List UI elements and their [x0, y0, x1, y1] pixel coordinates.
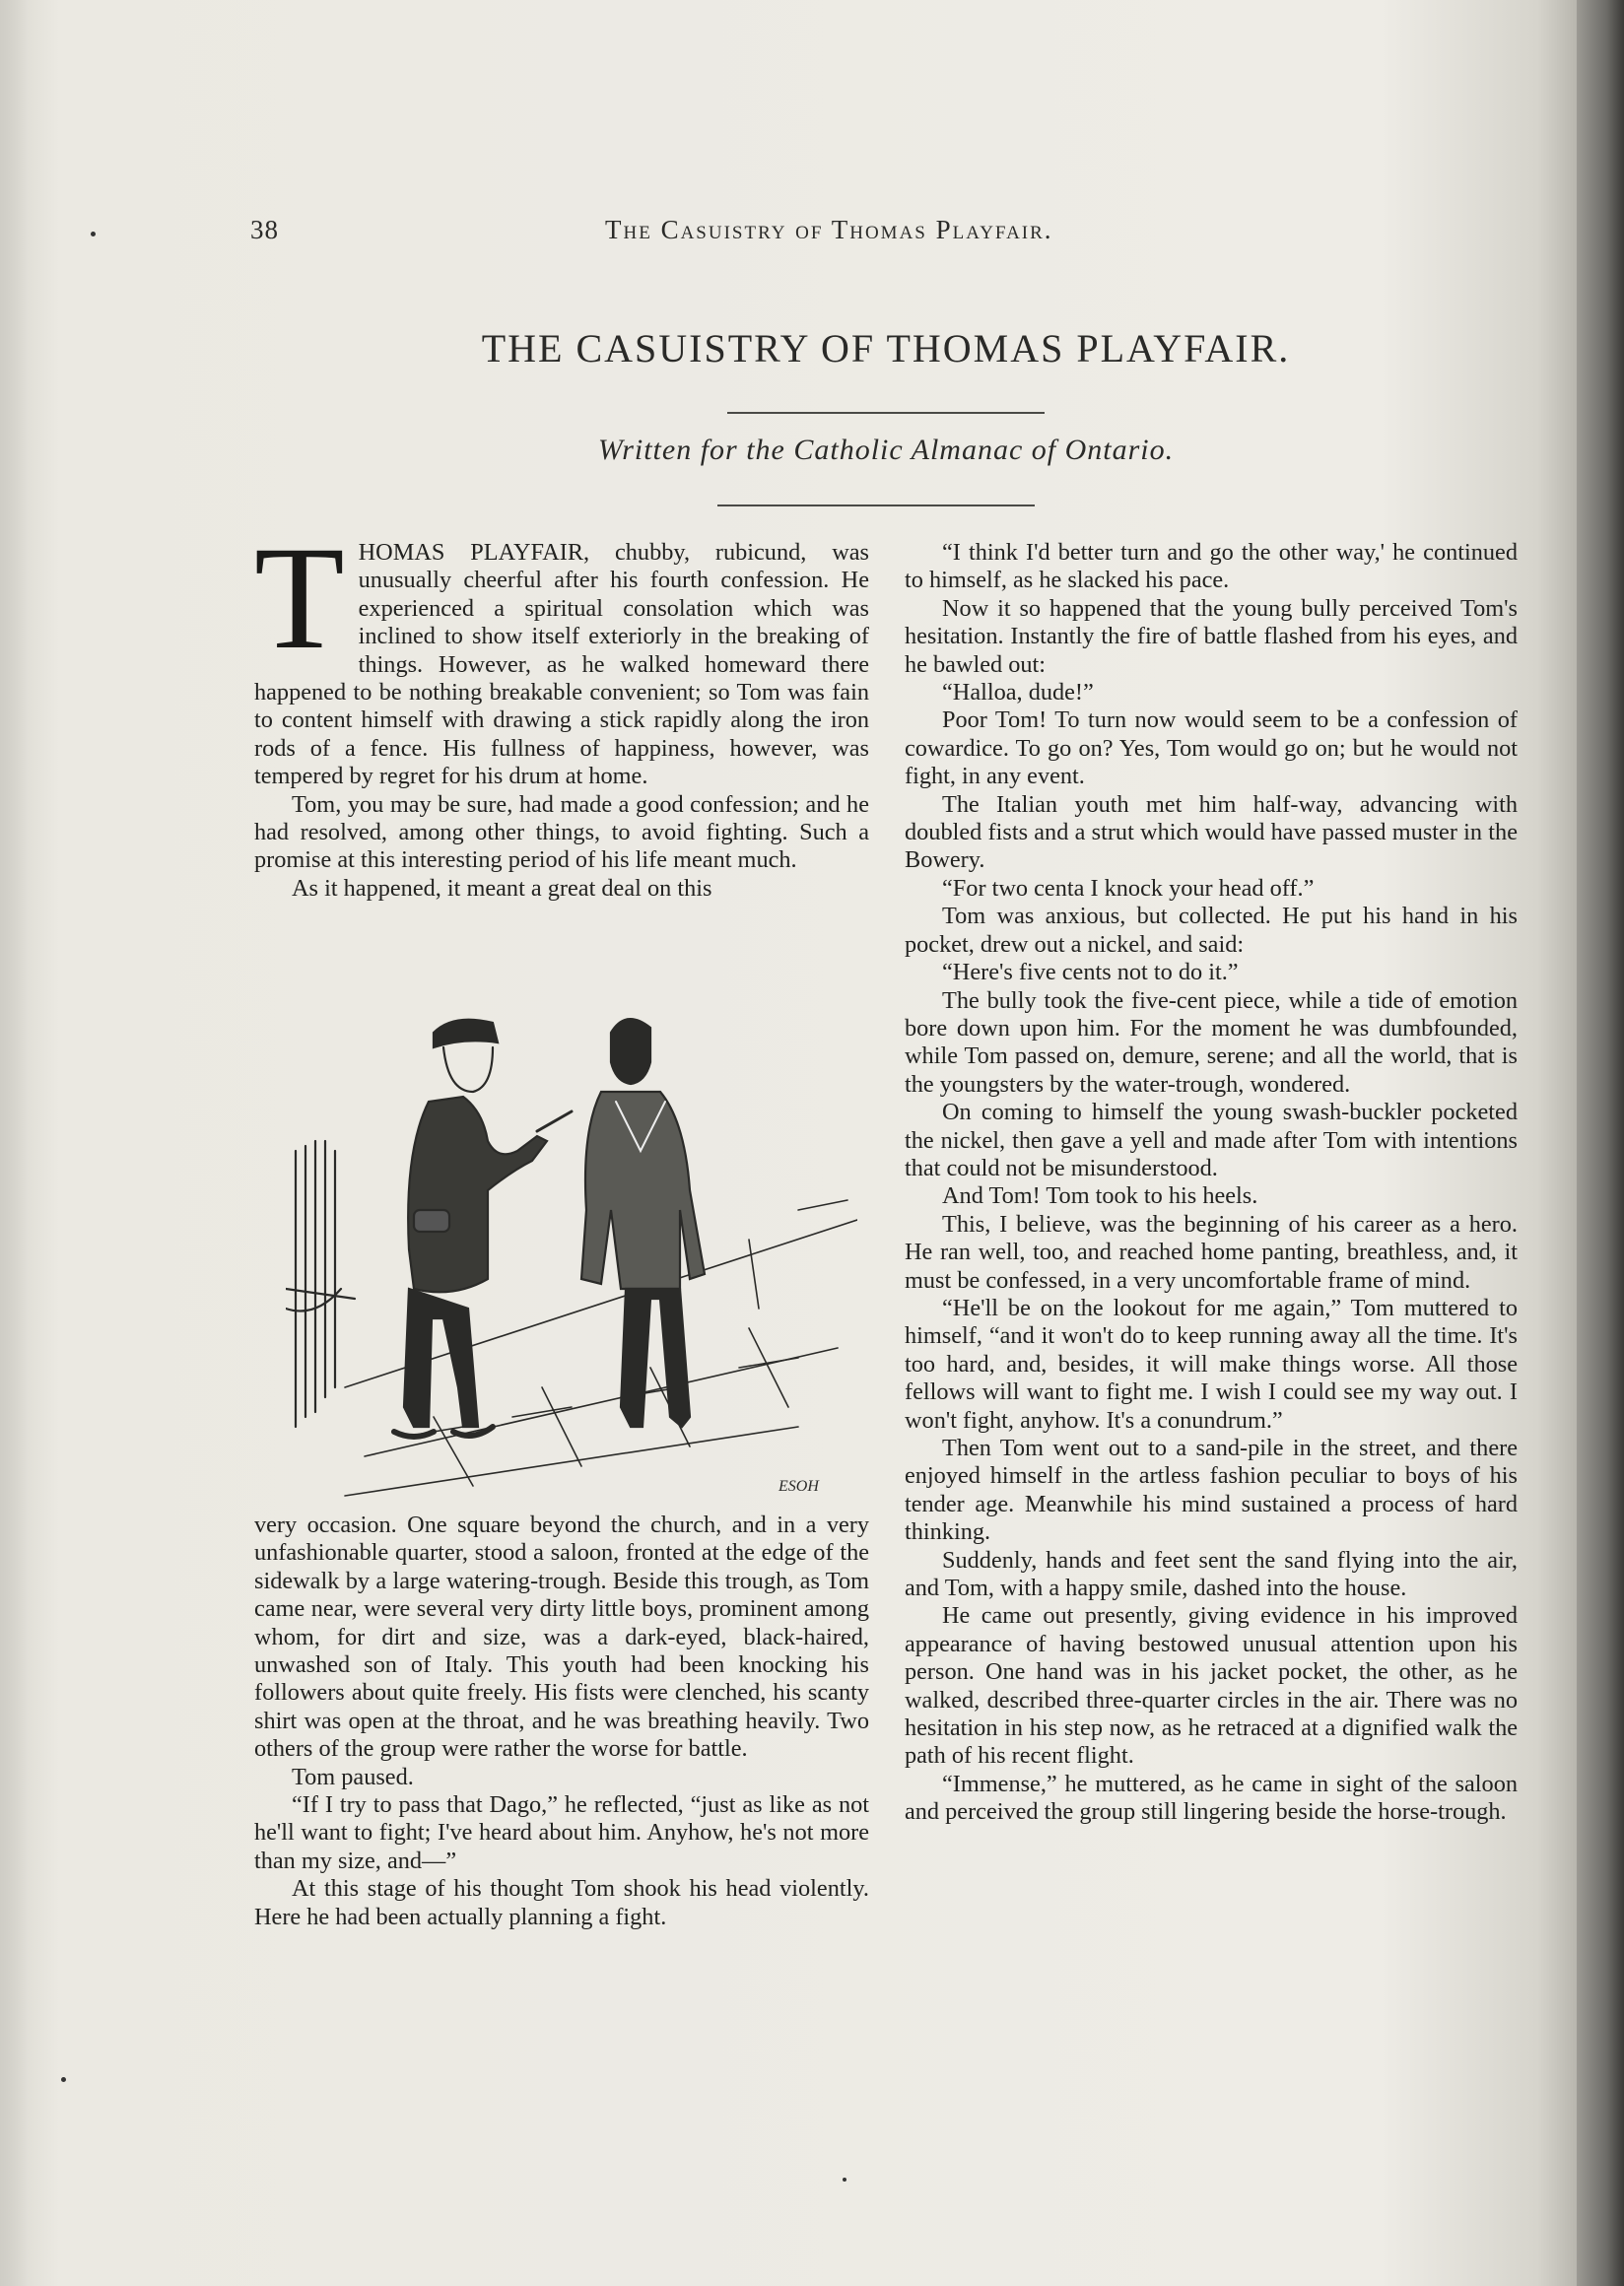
- paragraph: “Here's five cents not to do it.”: [942, 959, 1239, 986]
- paragraph: “I think I'd better turn and go the other way,' he continued to himself, as he slacked his pace.: [905, 539, 1518, 594]
- drop-cap: T: [254, 516, 345, 680]
- paragraph: very occasion. One square beyond the church, and in a very unfashionable quarter, stood a saloon, fronted at the edge of the sidewalk by a large watering-trough. Beside this trough, as Tom came near, were several very dirty little boys, prominent among whom, for dirt and size, was a dark-eyed, black-haired, unwashed son of Italy. This youth had been knocking his followers about quite freely. His fists were clenched, his scanty shirt was open at the throat, and he was breathing heavily. Two others of the group were rather the worse for battle.: [254, 1512, 869, 1763]
- right-column: [905, 539, 1518, 1827]
- title-rule-bottom: [717, 504, 1035, 506]
- tom-figure-icon: [394, 1020, 572, 1437]
- paragraph: On coming to himself the young swash-buckler pocketed the nickel, then gave a yell and made after Tom with intentions that could not be misunderstood.: [905, 1099, 1518, 1181]
- paragraph: And Tom! Tom took to his heels.: [942, 1182, 1258, 1210]
- paragraph: “Halloa, dude!”: [942, 679, 1094, 706]
- paragraph: The bully took the five-cent piece, while a tide of emotion bore down upon him. For the moment he was dumbfounded, while Tom passed on, demure, serene; and all the world, that is the youngsters by the water-trough, wondered.: [905, 986, 1518, 1098]
- paragraph-text: HOMAS PLAYFAIR, chubby, rubicund, was unusually cheerful after his fourth confession. He experienced a spiritual consolation which was inclined to show itself exteriorly in the breaking of things. However, as he walked homeward there happened to be nothing breakable convenient; so Tom was fain to content himself with drawing a stick rapidly along the iron rods of a fence. His fullness of happiness, however, was tempered by regret for his drum at home.: [254, 539, 869, 790]
- paragraph: Poor Tom! To turn now would seem to be a confession of cowardice. To go on? Yes, Tom would go on; but he would not fight, in any event.: [905, 706, 1518, 790]
- bully-figure-icon: [581, 1019, 705, 1427]
- paragraph: Now it so happened that the young bully perceived Tom's hesitation. Instantly the fire of battle flashed from his eyes, and he bawled out:: [905, 594, 1518, 678]
- paragraph: Tom, you may be sure, had made a good confession; and he had resolved, among other things, to avoid fighting. Such a promise at this interesting period of his life meant much.: [254, 790, 869, 874]
- paragraph: “For two centa I knock your head off.”: [942, 874, 1315, 902]
- paragraph: At this stage of his thought Tom shook his head violently. Here he had been actually planning a fight.: [254, 1875, 869, 1930]
- book-spine: [1577, 0, 1624, 2286]
- ink-speck: [91, 232, 96, 236]
- paragraph: Suddenly, hands and feet sent the sand flying into the air, and Tom, with a happy smile, dashed into the house.: [905, 1546, 1518, 1602]
- paragraph: Tom paused.: [292, 1763, 414, 1790]
- paragraph: Tom was anxious, but collected. He put his hand in his pocket, drew out a nickel, and said:: [905, 903, 1518, 958]
- paragraph: “Immense,” he muttered, as he came in sight of the saloon and perceived the group still lingering beside the horse-trough.: [905, 1770, 1518, 1826]
- subtitle-text: Written for the Catholic Almanac of Ontario.: [597, 434, 1175, 466]
- paragraph: “If I try to pass that Dago,” he reflected, “just as like as not he'll want to fight; I've heard about him. Anyhow, he's not more than my size, and—”: [254, 1791, 869, 1874]
- paragraph: Then Tom went out to a sand-pile in the street, and there enjoyed himself in the artless fashion peculiar to boys of his tender age. Meanwhile his mind sustained a process of hard thinking.: [905, 1435, 1518, 1546]
- page-shadow: [0, 0, 28, 2286]
- article-title: THE CASUISTRY OF THOMAS PLAYFAIR.: [481, 326, 1291, 370]
- page-number: 38: [250, 215, 279, 244]
- ink-speck: [61, 2077, 66, 2082]
- paragraph: “He'll be on the lookout for me again,” Tom muttered to himself, “and it won't do to keep running away all the time. It's too hard, and, besides, it will make things worse. All those fellows will want to fight me. I wish I could see my way out. I won't fight, anyhow. It's a conundrum.”: [905, 1294, 1518, 1434]
- article-subtitle: [250, 434, 1522, 467]
- left-column-top: [254, 516, 869, 903]
- left-column-bottom: [254, 1512, 869, 1931]
- paragraph: As it happened, it meant a great deal on this: [292, 874, 712, 902]
- title-rule-top: [727, 412, 1045, 414]
- paragraph: The Italian youth met him half-way, advancing with doubled fists and a strut which would have passed muster in the Bowery.: [905, 790, 1518, 874]
- illustration: [286, 993, 857, 1506]
- illustration-signature: ESOH: [778, 1478, 819, 1495]
- running-title: The Casuistry of Thomas Playfair.: [605, 215, 1053, 244]
- ink-speck: [843, 2178, 846, 2182]
- paragraph: He came out presently, giving evidence in his improved appearance of having bestowed unusual attention upon his person. One hand was in his jacket pocket, the other, as he walked, described three-quarter circles in the air. There was no hesitation in his step now, as he retraced at a dignified walk the path of his recent flight.: [905, 1602, 1518, 1770]
- fence-icon: [286, 1141, 355, 1427]
- paragraph: [254, 516, 869, 791]
- paragraph: This, I believe, was the beginning of his career as a hero. He ran well, too, and reached home panting, breathless, and, it must be confessed, in a very uncomfortable frame of mind.: [905, 1210, 1518, 1294]
